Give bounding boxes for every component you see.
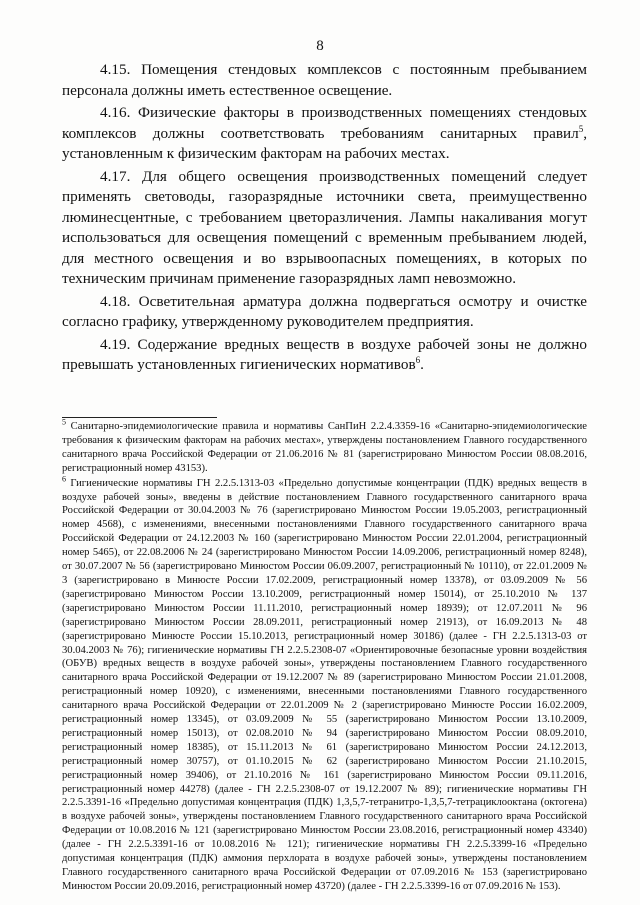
paragraph-text-tail: . — [420, 356, 424, 373]
footnote-separator — [62, 417, 217, 418]
paragraph-4-15 — [62, 60, 587, 101]
footnote-5 — [62, 417, 587, 476]
paragraph-4-18 — [62, 292, 587, 333]
footnote-text: Гигиенические нормативы ГН 2.2.5.1313-03 «Предельно допустимые концентрации (ПДК) вредных веществ в воздухе рабочей зоны», введены в действие постановлением Главного государственного санитарного врача Российской Федерации от 30.04.2003 № 76 (зарегистрировано Минюстом России 19.05.2003, регистрационный номер 4568), с изменениями, внесенными постановлениями Главного государственного санитарного врача Российской Федерации от 24.12.2003 № 160 (зарегистрировано Минюстом России 22.01.2004, регистрационный номер 5465), от 22.08.2006 № 24 (зарегистрировано Минюстом России 14.09.2006, регистрационный номер 8248), от 30.07.2007 № 56 (зарегистрировано Минюстом России 06.09.2007, регистрационный № 10110), от 22.01.2009 № 3 (зарегистрировано в Минюсте России 17.02.2009, регистрационный номер 13378), от 03.09.2009 № 56 (зарегистрировано Минюстом России 13.10.2009, регистрационный номер 15014), от 25.10.2010 № 137 (зарегистрировано Минюстом России 11.11.2010, регистрационный номер 18939); от 12.07.2011 № 96 (зарегистрировано Минюстом России 28.09.2011, регистрационный номер 21913), от 16.09.2013 № 48 (зарегистрировано Минюсте России 15.10.2013, регистрационный номер 30186) (далее - ГН 2.2.5.1313-03 от 30.04.2003 № 76); гигиенические нормативы ГН 2.2.5.2308-07 «Ориентировочные безопасные уровни воздействия (ОБУВ) вредных веществ в воздухе рабочей зоны», утверждены постановлением Главного государственного санитарного врача Российской Федерации от 19.12.2007 № 89 (зарегистрировано Минюстом России 21.01.2008, регистрационный номер 10920), с изменениями, внесенными постановлениями Главного государственного санитарного врача Российской Федерации от 22.01.2009 № 2 (зарегистрировано Минюсте России 16.02.2009, регистрационный номер 13345), от 03.09.2009 № 55 (зарегистрировано Минюстом России 13.10.2009, регистрационный номер 15013), от 02.08.2010 № 94 (зарегистрировано Минюстом России 08.09.2010, регистрационный номер 18385), от 15.11.2013 № 61 (зарегистрировано Минюстом России 24.12.2013, регистрационный номер 30757), от 01.10.2015 № 62 (зарегистрировано Минюстом России 21.10.2015, регистрационный номер 39406), от 21.10.2016 № 161 (зарегистрировано Минюстом России 09.11.2016, регистрационный номер 44278) (далее - ГН 2.2.5.2308-07 от 19.12.2007 № 89); гигиенические нормативы ГН 2.2.5.3391-16 «Предельно допустимая концентрация (ПДК) 1,3,5,7-тетранитро-1,3,5,7-тетрациклооктана (октогена) в воздухе рабочей зоны», утверждены постановлением Главного государственного санитарного врача Российской Федерации от 10.08.2016 № 121 (зарегистрировано Минюстом России 23.08.2016, регистрационный номер 43340) (далее - ГН 2.2.5.3391-16 от 10.08.2016 № 121); гигиенические нормативы ГН 2.2.5.3399-16 «Предельно допустимая концентрация (ПДК) аммония перхлората в воздухе рабочей зоны», утверждены постановлением Главного государственного санитарного врача Российской Федерации от 07.09.2016 № 153 (зарегистрировано Минюстом России 20.09.2016, регистрационный номер 43720) (далее - ГН 2.2.5.3399-16 от 07.09.2016 № 153). — [62, 477, 587, 892]
paragraph-text: 4.19. Содержание вредных веществ в воздухе рабочей зоны не должно превышать установленных гигиенических нормативов — [62, 335, 587, 373]
footnote-mark: 5 — [62, 417, 66, 427]
page-number: 8 — [316, 38, 324, 54]
paragraph-text: 4.18. Осветительная арматура должна подвергаться осмотру и очистке согласно графику, утвержденному руководителем предприятия. — [62, 292, 587, 330]
paragraph-text-tail: , установленным к физическим факторам на рабочих местах. — [62, 124, 587, 162]
paragraph-text: 4.15. Помещения стендовых комплексов с постоянным пребыванием персонала должны иметь естественное освещение. — [62, 61, 587, 99]
paragraph-4-16 — [62, 103, 587, 165]
footnote-mark: 6 — [62, 474, 66, 484]
footnote-6 — [62, 474, 587, 894]
body-text — [62, 60, 587, 378]
paragraph-text: 4.16. Физические факторы в производственных помещениях стендовых комплексов должны соответствовать требованиям санитарных правил — [62, 104, 587, 142]
paragraph-text: 4.17. Для общего освещения производственных помещений следует применять световоды, газоразрядные источники света, преимущественно люминесцентные, с требованием цветоразличения. Лампы накаливания могут использоваться для освещения помещений с временным пребыванием людей, для местного освещения и во взрывоопасных помещениях, в которых по техническим причинам применение газоразрядных ламп невозможно. — [62, 167, 587, 287]
footnotes — [62, 417, 587, 895]
footnote-ref-6[interactable]: 6 — [415, 354, 421, 365]
footnote-ref-5[interactable]: 5 — [578, 123, 584, 134]
paragraph-4-19 — [62, 335, 587, 376]
paragraph-4-17 — [62, 167, 587, 290]
footnote-text: Санитарно-эпидемиологические правила и нормативы СанПиН 2.2.4.3359-16 «Санитарно-эпидемиологические требования к физическим факторам на рабочих местах», утверждены постановлением Главного государственного санитарного врача Российской Федерации от 21.06.2016 № 81 (зарегистрировано Минюстом России 08.08.2016, регистрационный номер 43153). — [62, 421, 587, 474]
